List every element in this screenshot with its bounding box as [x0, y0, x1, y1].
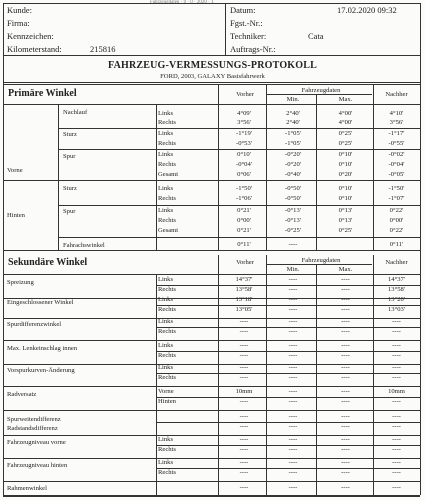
- cell-min: ----: [288, 328, 298, 335]
- row-divider: [156, 351, 420, 352]
- row-label: Rechts: [158, 217, 176, 224]
- group-label: Eingeschlossener Winkel: [7, 299, 74, 306]
- cell-nachher: ----: [392, 352, 401, 359]
- row-divider: [3, 104, 420, 105]
- row-divider: [3, 340, 420, 341]
- order-label: Auftrags-Nr.:: [230, 44, 276, 54]
- cell-min: ----: [288, 286, 298, 293]
- cell-nachher: ----: [392, 459, 401, 466]
- cell-min: ----: [288, 306, 298, 313]
- cell-max: ----: [341, 318, 350, 325]
- row-label: Vorne: [158, 388, 174, 395]
- cell-vorher: ----: [239, 328, 249, 335]
- cell-min: ----: [288, 352, 298, 359]
- row-divider: [58, 149, 420, 150]
- col-nachher: Nachher: [385, 91, 408, 98]
- cell-max: 4°00': [338, 119, 353, 126]
- top-stamp: Fahrzeugdaten · 0 · 0 · 2020 · 1: [150, 0, 214, 5]
- row-label: Rechts: [158, 161, 176, 168]
- row-divider: [156, 327, 420, 328]
- cell-vorher: 13°18': [235, 296, 253, 303]
- cell-max: ----: [341, 352, 350, 359]
- row-divider: [3, 495, 420, 496]
- cell-nachher: ----: [392, 436, 401, 443]
- row-divider: [3, 274, 420, 275]
- cell-vorher: 14°37': [235, 276, 253, 283]
- cell-min: ----: [288, 318, 298, 325]
- row-divider: [3, 180, 420, 181]
- row-divider: [3, 250, 420, 251]
- cell-max: 0°10': [338, 161, 353, 168]
- group-label: Fahrzeugniveau vorne: [7, 439, 66, 446]
- row-label: Rechts: [158, 306, 176, 313]
- row-label: Links: [158, 459, 174, 466]
- row-label: Links: [158, 110, 174, 117]
- cell-vorher: ----: [239, 398, 249, 405]
- cell-vorher: 13°05': [235, 306, 253, 313]
- cell-min: -0°13': [285, 207, 301, 214]
- cell-nachher: 13°58': [387, 286, 405, 293]
- cell-vorher: 0°21': [237, 207, 251, 214]
- row-divider: [266, 94, 372, 95]
- plate-label: Kennzeichen:: [7, 31, 54, 41]
- mileage-value: 215816: [90, 44, 116, 54]
- cell-max: 0°10': [338, 151, 353, 158]
- cell-min: ----: [288, 241, 298, 248]
- group-label: Spreizung: [7, 279, 34, 286]
- col-divider: [156, 274, 157, 495]
- cell-vorher: 4°09': [237, 110, 251, 117]
- row-label: Gesamt: [158, 171, 179, 178]
- sturz-rear-label: Sturz: [63, 185, 77, 192]
- row-divider: [156, 373, 420, 374]
- cell-max: ----: [341, 306, 350, 313]
- cell-nachher: 0°00': [389, 217, 404, 224]
- cell-min: ----: [288, 276, 298, 283]
- row-divider: [3, 318, 420, 319]
- cell-nachher: ----: [392, 318, 401, 325]
- cell-nachher: 14°37': [387, 276, 405, 283]
- cell-min: 2°40': [286, 119, 300, 126]
- col-fahrzeugdaten: Fahrzeugdaten: [301, 87, 341, 94]
- cell-nachher: -0°05': [388, 171, 405, 178]
- cell-vorher: -1°06': [236, 195, 252, 202]
- cell-vorher: 0°11': [237, 241, 251, 248]
- cell-vorher: 3°56': [237, 119, 251, 126]
- cell-nachher: 13°03': [387, 306, 405, 313]
- cell-max: ----: [341, 413, 350, 420]
- row-label: Rechts: [158, 119, 176, 126]
- cell-max: ----: [341, 388, 350, 395]
- cell-nachher: 13°20': [387, 296, 405, 303]
- col-max-2: Max.: [338, 266, 353, 273]
- cell-vorher: 0°00': [237, 217, 251, 224]
- cell-max: 0°25': [338, 130, 353, 137]
- cell-vorher: ----: [239, 352, 249, 359]
- row-divider: [156, 422, 420, 423]
- cell-max: ----: [341, 459, 350, 466]
- divider: [3, 3, 420, 4]
- cell-nachher: 3°56': [389, 119, 404, 126]
- cell-vorher: 0°06': [237, 171, 251, 178]
- company-label: Firma:: [7, 18, 30, 28]
- cell-max: 0°10': [338, 195, 353, 202]
- cell-vorher: ----: [239, 318, 249, 325]
- row-label: Rechts: [158, 328, 176, 335]
- row-label: Rechts: [158, 469, 176, 476]
- group-label: Radversatz: [7, 391, 37, 398]
- cell-min: ----: [288, 436, 298, 443]
- cell-nachher: 0°11': [389, 241, 404, 248]
- cell-vorher: ----: [239, 484, 249, 491]
- cell-nachher: -1°50': [388, 185, 405, 192]
- group-label-2: Radstandsdifferenz: [7, 425, 58, 432]
- row-label: Hinten: [158, 398, 176, 405]
- cell-nachher: ----: [392, 398, 401, 405]
- col-divider: [58, 104, 59, 250]
- cell-min: -0°13': [285, 217, 301, 224]
- cell-vorher: 0°21': [237, 227, 251, 234]
- row-label: Links: [158, 342, 174, 349]
- col-vorher: Vorher: [236, 91, 254, 98]
- divider: [3, 82, 420, 83]
- group-label: Spurdifferenzwinkel: [7, 321, 62, 328]
- cell-min: -0°25': [285, 227, 301, 234]
- cell-vorher: ----: [239, 459, 249, 466]
- cell-vorher: ----: [239, 446, 249, 453]
- cell-max: ----: [341, 436, 350, 443]
- row-divider: [156, 468, 420, 469]
- fahrachswinkel-label: Fahrachswinkel: [63, 242, 105, 249]
- cell-max: 0°25': [338, 140, 353, 147]
- secondary-section-title: Sekundäre Winkel: [8, 257, 88, 268]
- cell-min: ----: [288, 413, 298, 420]
- row-divider: [3, 458, 420, 459]
- cell-max: ----: [341, 423, 350, 430]
- row-divider: [3, 435, 420, 436]
- col-divider: [266, 84, 267, 250]
- cell-min: -0°20': [285, 151, 301, 158]
- cell-max: 0°20': [338, 171, 353, 178]
- cell-min: ----: [288, 423, 298, 430]
- date-label: Datum:: [230, 5, 256, 15]
- cell-nachher: ----: [392, 374, 401, 381]
- divider: [3, 55, 420, 56]
- cell-vorher: ----: [239, 423, 249, 430]
- cell-nachher: 10mm: [388, 388, 405, 395]
- cell-max: 4°00': [338, 110, 353, 117]
- cell-min: ----: [288, 398, 298, 405]
- cell-min: ----: [288, 364, 298, 371]
- row-divider: [3, 496, 420, 497]
- cell-max: ----: [341, 364, 350, 371]
- cell-min: ----: [288, 459, 298, 466]
- cell-max: ----: [341, 276, 350, 283]
- axle-front-label: Vorne: [7, 167, 23, 174]
- cell-min: 2°40': [286, 110, 300, 117]
- col-fahrzeugdaten-2: Fahrzeugdaten: [301, 257, 341, 264]
- cell-nachher: 0°22': [389, 207, 404, 214]
- cell-min: -0°50': [285, 185, 301, 192]
- cell-max: 0°25': [338, 227, 353, 234]
- group-label: Spurweitendifferenz: [7, 416, 61, 423]
- cell-nachher: ----: [392, 328, 401, 335]
- cell-nachher: -0°55': [388, 140, 405, 147]
- technician-value: Cata: [308, 31, 324, 41]
- cell-nachher: -0°02': [388, 151, 405, 158]
- row-divider: [58, 237, 420, 238]
- cell-max: 0°10': [338, 185, 353, 192]
- cell-nachher: ----: [392, 342, 401, 349]
- col-divider: [373, 84, 374, 250]
- col-divider: [266, 255, 267, 495]
- col-divider: [218, 255, 219, 495]
- row-divider: [156, 305, 420, 306]
- cell-vorher: ----: [239, 342, 249, 349]
- cell-max: 0°13': [338, 217, 353, 224]
- row-label: Links: [158, 276, 174, 283]
- cell-min: ----: [288, 469, 298, 476]
- row-label: Links: [158, 151, 174, 158]
- cell-max: ----: [341, 374, 350, 381]
- row-label: Links: [158, 296, 174, 303]
- row-label: Rechts: [158, 352, 176, 359]
- row-label: Rechts: [158, 446, 176, 453]
- row-divider: [156, 285, 420, 286]
- col-divider: [373, 255, 374, 495]
- axle-rear-label: Hinten: [7, 212, 25, 219]
- spur-rear-label: Spur: [63, 208, 76, 215]
- row-divider: [3, 84, 420, 85]
- divider: [225, 3, 226, 55]
- date-value: 17.02.2020 09:32: [337, 5, 397, 15]
- row-label: Gesamt: [158, 227, 179, 234]
- sturz-front-label: Sturz: [63, 131, 77, 138]
- cell-nachher: ----: [392, 469, 401, 476]
- group-label: Fahrzeugniveau hinten: [7, 462, 68, 469]
- col-divider: [218, 84, 219, 250]
- cell-max: ----: [341, 286, 350, 293]
- cell-nachher: ----: [392, 364, 401, 371]
- vin-label: Fgst.-Nr.:: [230, 18, 263, 28]
- group-label: Vorspurkurven-Änderung: [7, 367, 75, 374]
- cell-min: -0°50': [285, 195, 301, 202]
- cell-min: ----: [288, 296, 298, 303]
- cell-nachher: 0°22': [389, 227, 404, 234]
- row-label: Links: [158, 318, 174, 325]
- group-label: Max. Lenkeinschlag innen: [7, 345, 78, 352]
- cell-vorher: ----: [239, 374, 249, 381]
- technician-label: Techniker:: [230, 31, 267, 41]
- row-label: Rechts: [158, 286, 176, 293]
- cell-max: ----: [341, 296, 350, 303]
- page-title: FAHRZEUG-VERMESSUNGS-PROTOKOLL: [108, 60, 317, 71]
- row-label: Links: [158, 207, 174, 214]
- cell-min: -0°40': [285, 171, 301, 178]
- row-divider: [156, 397, 420, 398]
- col-min: Min.: [286, 96, 300, 103]
- cell-vorher: ----: [239, 436, 249, 443]
- row-divider: [156, 445, 420, 446]
- cell-max: ----: [341, 469, 350, 476]
- cell-min: ----: [288, 484, 298, 491]
- col-nachher-2: Nachher: [385, 259, 408, 266]
- row-label: Links: [158, 364, 174, 371]
- cell-nachher: ----: [392, 423, 401, 430]
- cell-min: ----: [288, 374, 298, 381]
- row-divider: [266, 264, 372, 265]
- cell-max: ----: [341, 446, 350, 453]
- cell-min: -1°05': [285, 130, 301, 137]
- group-label: Rahmenwinkel: [7, 485, 47, 492]
- cell-vorher: 10mm: [235, 388, 253, 395]
- row-label: Rechts: [158, 140, 176, 147]
- row-divider: [3, 481, 420, 482]
- row-divider: [3, 298, 420, 299]
- cell-min: -1°05': [285, 140, 301, 147]
- cell-vorher: -0°04': [236, 161, 252, 168]
- cell-vorher: ----: [239, 364, 249, 371]
- cell-min: ----: [288, 446, 298, 453]
- cell-nachher: ----: [392, 484, 401, 491]
- cell-max: 0°13': [338, 207, 353, 214]
- col-divider: [316, 264, 317, 495]
- col-vorher-2: Vorher: [236, 259, 254, 266]
- col-divider: [316, 94, 317, 250]
- row-label: Links: [158, 130, 174, 137]
- cell-vorher: 13°58': [235, 286, 253, 293]
- cell-vorher: 0°10': [237, 151, 251, 158]
- cell-max: ----: [341, 328, 350, 335]
- cell-nachher: ----: [392, 413, 401, 420]
- row-divider: [58, 205, 420, 206]
- cell-nachher: -1°17': [388, 130, 405, 137]
- mileage-label: Kilometerstand:: [7, 44, 62, 54]
- cell-min: ----: [288, 342, 298, 349]
- row-divider: [3, 364, 420, 365]
- cell-vorher: ----: [239, 469, 249, 476]
- cell-vorher: -1°19': [236, 130, 252, 137]
- customer-label: Kunde:: [7, 5, 33, 15]
- spur-front-label: Spur: [63, 153, 76, 160]
- col-max: Max.: [338, 96, 353, 103]
- cell-max: ----: [341, 398, 350, 405]
- row-divider: [3, 386, 420, 387]
- row-label: Links: [158, 185, 174, 192]
- cell-nachher: 4°10': [389, 110, 404, 117]
- cell-nachher: -1°07': [388, 195, 405, 202]
- primary-section-title: Primäre Winkel: [8, 88, 77, 99]
- row-label: Rechts: [158, 374, 176, 381]
- nachlauf-label: Nachlauf: [63, 109, 88, 116]
- col-min-2: Min.: [286, 266, 300, 273]
- row-label: Links: [158, 436, 174, 443]
- row-divider: [3, 410, 420, 411]
- row-divider: [58, 128, 420, 129]
- cell-nachher: ----: [392, 446, 401, 453]
- row-label: Rechts: [158, 195, 176, 202]
- col-divider: [156, 104, 157, 250]
- cell-vorher: ----: [239, 413, 249, 420]
- cell-min: -0°20': [285, 161, 301, 168]
- cell-max: ----: [341, 484, 350, 491]
- cell-vorher: -1°50': [236, 185, 252, 192]
- page-subtitle: FORD, 2003, GALAXY Basisfahrwerk: [160, 73, 265, 80]
- cell-vorher: -0°53': [236, 140, 252, 147]
- cell-min: ----: [288, 388, 298, 395]
- cell-nachher: -0°04': [388, 161, 405, 168]
- cell-max: ----: [341, 342, 350, 349]
